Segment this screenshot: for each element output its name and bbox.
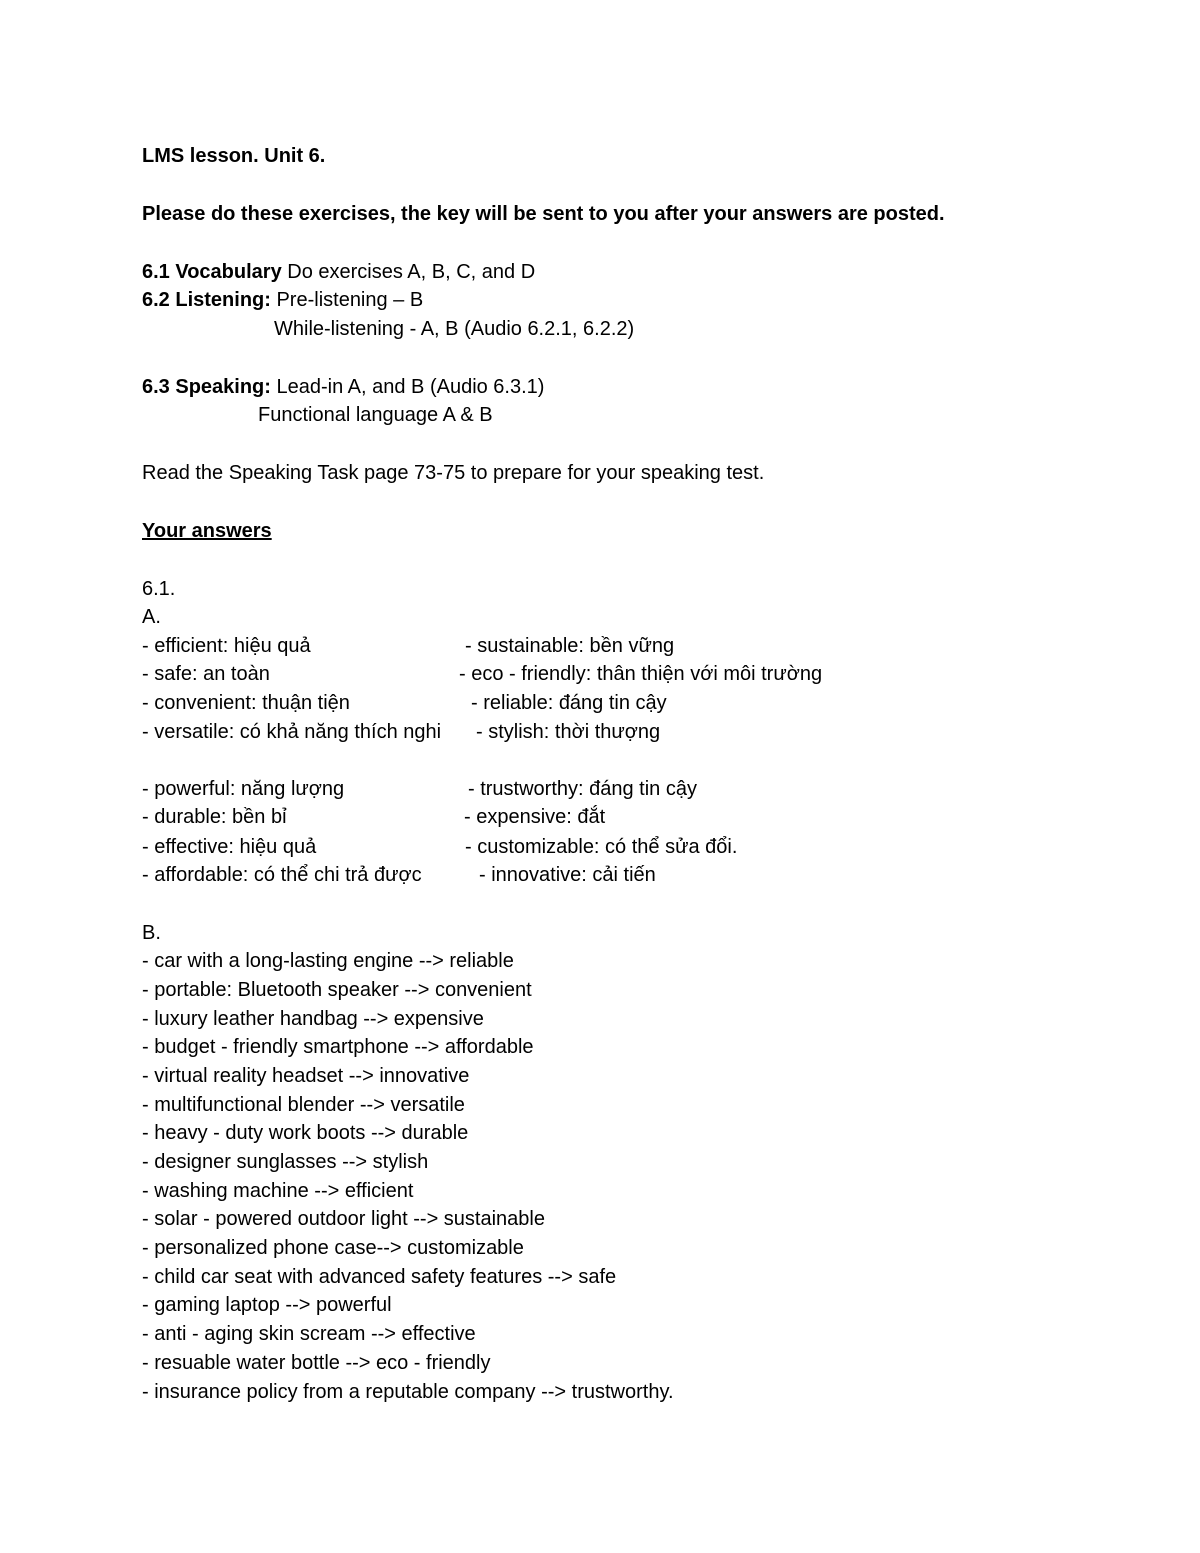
part-a-right-4: - trustworthy: đáng tin cậy — [468, 778, 697, 800]
section-6-1-label: 6.1. — [142, 578, 176, 600]
answers-heading: Your answers — [142, 520, 272, 542]
part-b-item: - resuable water bottle --> eco - friendly — [142, 1352, 491, 1374]
part-a-label: A. — [142, 606, 161, 628]
listening-label: 6.2 Listening: — [142, 289, 271, 311]
part-a-left-2: - convenient: thuận tiện — [142, 692, 350, 714]
part-a-left-0: - efficient: hiệu quả — [142, 635, 311, 657]
part-b-item: - car with a long-lasting engine --> reliable — [142, 950, 514, 972]
vocabulary-text: Do exercises A, B, C, and D — [281, 261, 536, 283]
part-a-right-2: - reliable: đáng tin cậy — [471, 692, 667, 714]
part-b-label: B. — [142, 922, 161, 944]
part-b-item: - heavy - duty work boots --> durable — [142, 1122, 469, 1144]
part-b-item: - anti - aging skin scream --> effective — [142, 1323, 476, 1345]
task-vocabulary — [142, 258, 535, 286]
vocabulary-label: 6.1 Vocabulary — [142, 261, 282, 283]
listening-line-2: While-listening - A, B (Audio 6.2.1, 6.2.2) — [274, 318, 635, 340]
part-b-item: - personalized phone case--> customizable — [142, 1237, 524, 1259]
part-b-item: - portable: Bluetooth speaker --> convenient — [142, 979, 532, 1001]
part-a-right-5: - expensive: đắt — [464, 806, 606, 828]
part-b-item: - budget - friendly smartphone --> affordable — [142, 1036, 534, 1058]
part-a-right-7: - innovative: cải tiến — [479, 864, 656, 886]
part-a-right-0: - sustainable: bền vững — [465, 635, 675, 657]
read-note: Read the Speaking Task page 73-75 to prepare for your speaking test. — [142, 462, 765, 484]
task-speaking — [142, 373, 544, 401]
speaking-line-2: Functional language A & B — [258, 404, 493, 426]
part-a-left-1: - safe: an toàn — [142, 663, 270, 685]
speaking-label: 6.3 Speaking: — [142, 376, 271, 398]
document-title: LMS lesson. Unit 6. — [142, 145, 326, 167]
task-listening — [142, 286, 423, 314]
part-b-item: - multifunctional blender --> versatile — [142, 1094, 465, 1116]
part-a-right-3: - stylish: thời thượng — [476, 721, 661, 743]
part-b-item: - washing machine --> efficient — [142, 1180, 414, 1202]
part-a-left-6: - effective: hiệu quả — [142, 836, 317, 858]
part-a-right-6: - customizable: có thể sửa đổi. — [465, 836, 738, 858]
part-a-left-4: - powerful: năng lượng — [142, 778, 345, 800]
part-a-right-1: - eco - friendly: thân thiện với môi trường — [459, 663, 823, 685]
instruction-line: Please do these exercises, the key will be sent to you after your answers are posted. — [142, 203, 945, 225]
part-a-left-7: - affordable: có thể chi trả được — [142, 864, 422, 886]
part-b-item: - gaming laptop --> powerful — [142, 1294, 392, 1316]
part-b-item: - child car seat with advanced safety features --> safe — [142, 1266, 617, 1288]
part-b-item: - insurance policy from a reputable company --> trustworthy. — [142, 1381, 674, 1403]
speaking-text: Lead-in A, and B (Audio 6.3.1) — [270, 376, 545, 398]
part-b-item: - virtual reality headset --> innovative — [142, 1065, 470, 1087]
part-a-left-3: - versatile: có khả năng thích nghi — [142, 721, 442, 743]
part-b-item: - luxury leather handbag --> expensive — [142, 1008, 484, 1030]
listening-text: Pre-listening – B — [270, 289, 424, 311]
part-b-item: - designer sunglasses --> stylish — [142, 1151, 429, 1173]
part-a-left-5: - durable: bền bỉ — [142, 806, 287, 828]
part-b-item: - solar - powered outdoor light --> sustainable — [142, 1208, 545, 1230]
